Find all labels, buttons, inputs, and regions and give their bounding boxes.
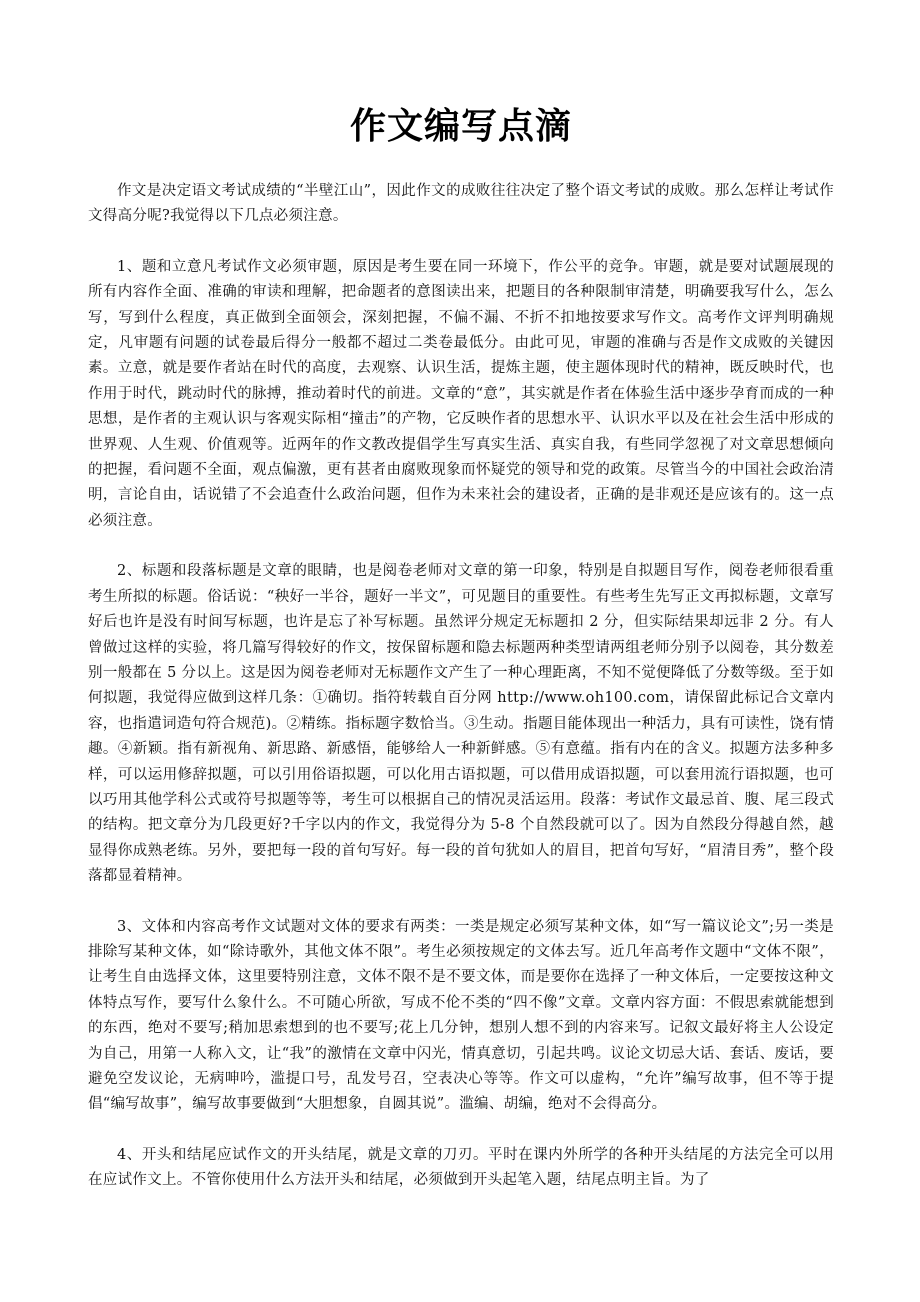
document-page [88,0,834,1194]
section-4-paragraph: 4、开头和结尾应试作文的开头结尾，就是文章的刀刃。平时在课内外所学的各种开头结尾的方法完全可以用在应试作文上。不管你使用什么方法开头和结尾，必须做到开头起笔入题，结尾点明主旨。为了 [88,1146,834,1189]
section-2-paragraph: 2、标题和段落标题是文章的眼睛，也是阅卷老师对文章的第一印象，特别是自拟题目写作，阅卷老师很看重考生所拟的标题。俗话说：“秧好一半谷，题好一半文”，可见题目的重要性。有些考生先写正文再拟标题，文章写好后也许是没有时间写标题，也许是忘了补写标题。虽然评分规定无标题扣 2 分，但实际结果却远非 2 分。有人曾做过这样的实验，将几篇写得较好的作文，按保留标题和隐去标题两种类型请两组老师分别予以阅卷，其分数差别一般都在 5 分以上。这是因为阅卷老师对无标题作文产生了一种心理距离，不知不觉便降低了分数等级。至于如何拟题，我觉得应做到这样几条：①确切。指符转载自百分网 http://www.oh100.com，请保留此标记合文章内容，也指遣词造句符合规范)。②精练。指标题字数恰当。③生动。指题目能体现出一种活力，具有可读性，饶有情趣。④新颖。指有新视角、新思路、新感悟，能够给人一种新鲜感。⑤有意蕴。指有内在的含义。拟题方法多种多样，可以运用修辞拟题，可以引用俗语拟题，可以化用古语拟题，可以借用成语拟题，可以套用流行语拟题，也可以巧用其他学科公式或符号拟题等等，考生可以根据自己的情况灵活运用。段落：考试作文最忌首、腹、尾三段式的结构。把文章分为几段更好?千字以内的作文，我觉得分为 5-8 个自然段就可以了。因为自然段分得越自然，越显得你成熟老练。另外，要把每一段的首句写好。每一段的首句犹如人的眉目，把首句写好，“眉清目秀”，整个段落都显着精神。 [88,563,834,885]
section-3-paragraph: 3、文体和内容高考作文试题对文体的要求有两类：一类是规定必须写某种文体，如“写一篇议论文”;另一类是排除写某种文体，如“除诗歌外，其他文体不限”。考生必须按规定的文体去写。近几年高考作文题中“文体不限”，让考生自由选择文体，这里要特别注意，文体不限不是不要文体，而是要你在选择了一种文体后，一定要按这种文体特点写作，要写什么象什么。不可随心所欲，写成不伦不类的“四不像”文章。文章内容方面：不假思索就能想到的东西，绝对不要写;稍加思索想到的也不要写;花上几分钟，想别人想不到的内容来写。记叙文最好将主人公设定为自己，用第一人称入文，让“我”的激情在文章中闪光，情真意切，引起共鸣。议论文切忌大话、套话、废话，要避免空发议论，无病呻吟，滥提口号，乱发号召，空表决心等等。作文可以虚构，“允许”编写故事，但不等于提倡“编写故事”，编写故事要做到“大胆想象，自圆其说”。滥编、胡编，绝对不会得高分。 [88,918,834,1113]
section-1-paragraph: 1、题和立意凡考试作文必须审题，原因是考生要在同一环境下，作公平的竞争。审题，就是要对试题展现的所有内容作全面、准确的审读和理解，把命题者的意图读出来，把题目的各种限制审清楚，明确要我写什么，怎么写，写到什么程度，真正做到全面领会，深刻把握，不偏不漏、不折不扣地按要求写作文。高考作文评判明确规定，凡审题有问题的试卷最后得分一般都不超过二类卷最低分。由此可见，审题的准确与否是作文成败的关键因素。立意，就是要作者站在时代的高度，去观察、认识生活，提炼主题，使主题体现时代的精神，既反映时代，也作用于时代，跳动时代的脉搏，推动着时代的前进。文章的“意”，其实就是作者在体验生活中逐步孕育而成的一种思想，是作者的主观认识与客观实际相“撞击”的产物，它反映作者的思想水平、认识水平以及在社会生活中形成的世界观、人生观、价值观等。近两年的作文教改提倡学生写真实生活、真实自我，有些同学忽视了对文章思想倾向的把握，看问题不全面，观点偏激，更有甚者由腐败现象而怀疑党的领导和党的政策。尽管当今的中国社会政治清明，言论自由，话说错了不会追查什么政治问题，但作为未来社会的建设者，正确的是非观还是应该有的。这一点必须注意。 [88,258,834,529]
intro-paragraph: 作文是决定语文考试成绩的“半壁江山”，因此作文的成败往往决定了整个语文考试的成败。那么怎样让考试作文得高分呢?我觉得以下几点必须注意。 [88,183,834,225]
document-title: 作文编写点滴 [349,105,572,147]
